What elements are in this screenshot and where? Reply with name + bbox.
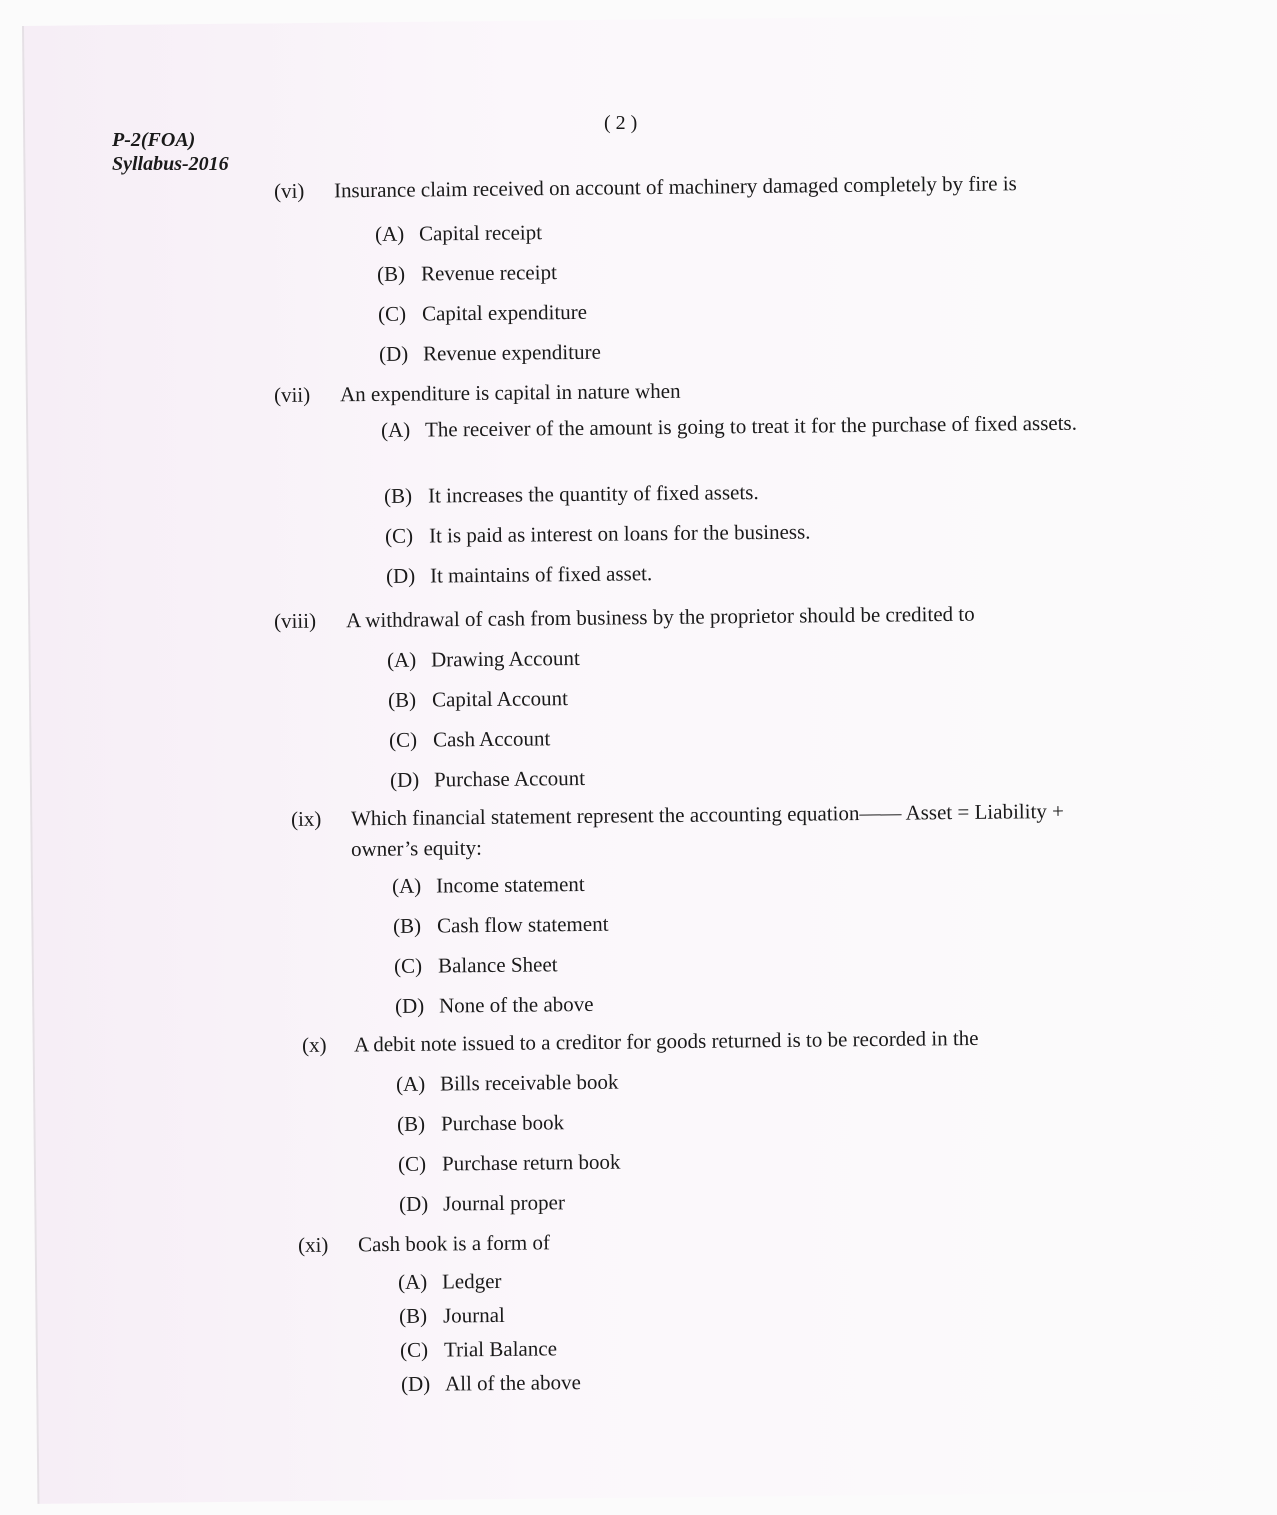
- question-text: Which financial statement represent the accounting equation—— Asset = Liability +: [350, 798, 1065, 831]
- question-vii: [274, 376, 681, 410]
- question-text: A withdrawal of cash from business by the proprietor should be credited to: [345, 601, 975, 633]
- paper-code: P-2(FOA): [112, 129, 196, 151]
- question-text: An expenditure is capital in nature when: [339, 378, 681, 407]
- option-ix-d: (D) None of the above: [394, 991, 594, 1018]
- option-x-c: (C) Purchase return book: [397, 1149, 621, 1176]
- question-ix-continued: [351, 833, 482, 864]
- option-vii-a: (A) The receiver of the amount is going to treat it for the purchase of fixed assets.: [380, 410, 1078, 442]
- option-vi-a: (A) Capital receipt: [374, 220, 543, 246]
- question-text-line2: owner’s equity:: [350, 835, 482, 861]
- option-vi-b: (B) Revenue receipt: [376, 260, 557, 286]
- question-xi: [298, 1227, 550, 1260]
- option-vii-b: (B) It increases the quantity of fixed assets.: [383, 480, 759, 508]
- paper-header: [112, 128, 229, 176]
- question-number: (xi): [297, 1232, 329, 1257]
- option-viii-d: (D) Purchase Account: [389, 765, 586, 792]
- option-vi-d: (D) Revenue expenditure: [378, 339, 601, 366]
- option-x-d: (D) Journal proper: [398, 1190, 566, 1216]
- question-text: Insurance claim received on account of machinery damaged completely by fire is: [333, 171, 1017, 203]
- option-viii-b: (B) Capital Account: [387, 686, 569, 712]
- option-xi-a: (A) Ledger: [397, 1268, 502, 1294]
- option-x-b: (B) Purchase book: [396, 1110, 565, 1136]
- option-ix-c: (C) Balance Sheet: [393, 952, 558, 978]
- option-viii-a: (A) Drawing Account: [386, 645, 580, 672]
- question-number: (viii): [273, 608, 317, 633]
- option-ix-a: (A) Income statement: [391, 871, 585, 898]
- option-vii-d: (D) It maintains of fixed asset.: [385, 561, 653, 588]
- option-vii-c: (C) It is paid as interest on loans for the business.: [384, 519, 811, 548]
- option-x-a: (A) Bills receivable book: [395, 1069, 619, 1096]
- question-number: (vi): [273, 178, 305, 203]
- syllabus-label: Syllabus-2016: [112, 153, 229, 175]
- question-number: (ix): [290, 806, 322, 831]
- question-number: (vii): [273, 382, 311, 407]
- question-number: (x): [301, 1032, 327, 1057]
- option-ix-b: (B) Cash flow statement: [392, 911, 609, 938]
- option-xi-c: (C) Trial Balance: [399, 1336, 558, 1362]
- paper-sheet: [22, 13, 1275, 1504]
- page-number: ( 2 ): [604, 112, 638, 134]
- option-xi-d: (D) All of the above: [400, 1370, 581, 1396]
- option-vi-c: (C) Capital expenditure: [377, 299, 588, 326]
- question-text: A debit note issued to a creditor for goods returned is to be recorded in the: [353, 1025, 979, 1057]
- option-viii-c: (C) Cash Account: [388, 726, 551, 752]
- option-xi-b: (B) Journal: [398, 1302, 505, 1328]
- question-text: Cash book is a form of: [357, 1230, 551, 1257]
